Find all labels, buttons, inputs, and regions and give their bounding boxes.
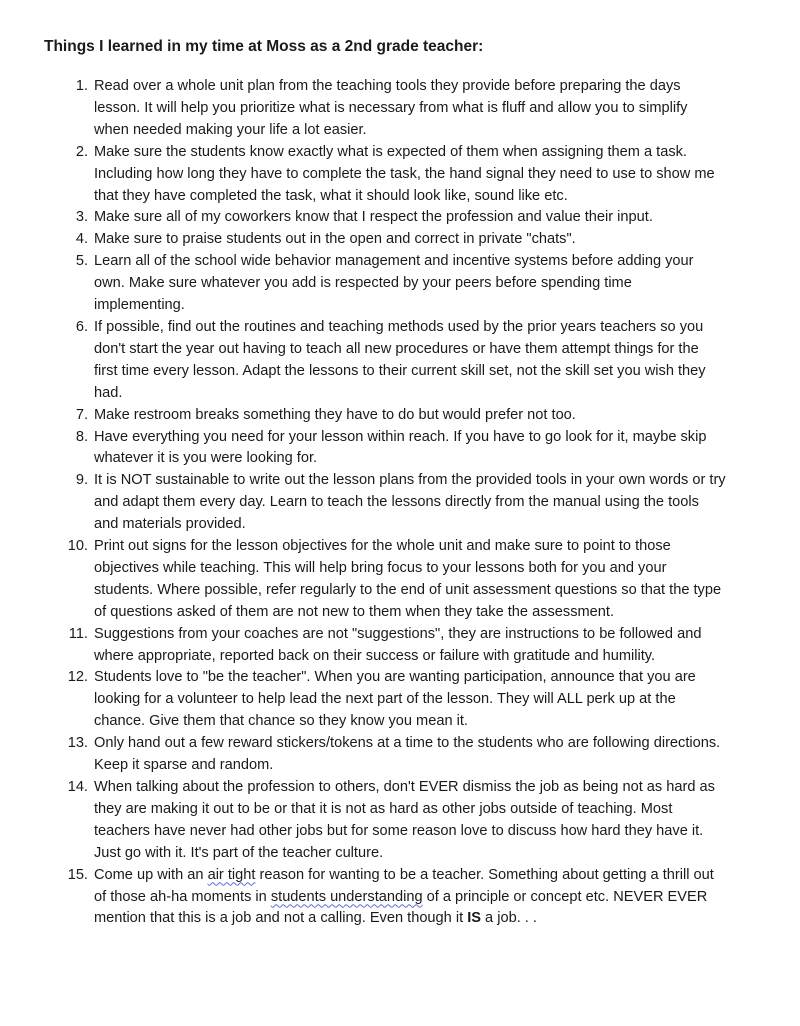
list-item-number: 15. [67, 866, 88, 883]
list-item-number: 14. [67, 779, 88, 795]
list-item [0, 427, 726, 471]
list-item-number: 9. [75, 472, 88, 489]
list-item [0, 317, 726, 405]
list-item [0, 865, 726, 931]
list-item-text: Make sure to praise students out in the open and correct in private "chats". [94, 231, 576, 248]
list-item-text: Read over a whole unit plan from the teaching tools they provide before preparing the days lesson. It will help you prioritize what is necessary from what is fluff and allow you to simplify when needed making your life a lot easier. [94, 78, 688, 138]
list-item [0, 251, 726, 317]
list-item-text: Suggestions from your coaches are not "suggestions", they are instructions to be followed and where appropriate, reported back on their success or failure with gratitude and humility. [94, 625, 702, 664]
list-item-text: When talking about the profession to others, don't EVER dismiss the job as being not as hard as they are making it out to be or that it is not as hard as other jobs outside of teaching. Most teachers have never had other jobs but for some reason love to discuss how hard they have it. Just go with it. It's part of the teacher culture. [94, 779, 715, 861]
spellcheck-underlined-text: air tight [207, 866, 256, 883]
list-item-text: Make restroom breaks something they have to do but would prefer not too. [94, 406, 576, 423]
list-item-text: If possible, find out the routines and teaching methods used by the prior years teachers so you don't start the year out having to teach all new procedures or have them attempt things for the first time every lesson. Adapt the lessons to their current skill set, not the skill set you wish they had. [94, 318, 706, 401]
list-item [0, 777, 726, 865]
list-item-text: Only hand out a few reward stickers/tokens at a time to the students who are following directions. Keep it sparse and random. [94, 735, 721, 774]
list-item-number: 10. [67, 538, 88, 555]
list-item-number: 6. [75, 318, 88, 335]
text-segment: Come up with an [94, 866, 208, 883]
tips-list [0, 76, 800, 930]
list-item-number: 5. [75, 253, 88, 270]
list-item-text: Make sure all of my coworkers know that I respect the profession and value their input. [94, 209, 653, 226]
text-segment: of a principle or concept etc. NEVER EVER mention that this is a job and not a calling. Even though it [94, 888, 708, 927]
list-item-number: 11. [68, 625, 88, 642]
list-item [0, 624, 726, 668]
list-item-text: Make sure the students know exactly what is expected of them when assigning them a task. Including how long they have to complete the task, the hand signal they need to use to show me that they have completed the task, what it should look like, sound like etc. [94, 143, 715, 204]
bold-emphasis: IS [467, 910, 481, 927]
list-item [0, 405, 726, 427]
list-item-number: 7. [75, 406, 88, 423]
list-item-number: 13. [67, 735, 88, 752]
list-item-text: Have everything you need for your lesson within reach. If you have to go look for it, maybe skip whatever it is you were looking for. [94, 428, 707, 467]
list-item [0, 536, 726, 624]
list-item [0, 470, 726, 536]
text-segment: a job. . . [481, 910, 537, 927]
list-item-text: It is NOT sustainable to write out the lesson plans from the provided tools in your own words or try and adapt them every day. Learn to teach the lessons directly from the manual using the tools and materials provided. [94, 472, 726, 533]
list-item-number: 3. [75, 209, 88, 226]
list-item [0, 229, 726, 251]
list-item-number: 8. [75, 428, 88, 445]
list-item [0, 76, 726, 142]
list-item-number: 2. [75, 143, 88, 160]
list-item-number: 4. [75, 231, 88, 248]
list-item-text: Learn all of the school wide behavior management and incentive systems before adding your own. Make sure whatever you add is respected by your peers before spending time implementing. [94, 253, 694, 314]
list-item [0, 142, 726, 208]
list-item [0, 733, 726, 777]
text-segment: reason for wanting to be a teacher. Something about getting a thrill out of those ah-ha moments in [94, 866, 714, 905]
list-item-number: 12. [67, 669, 88, 686]
document-title: Things I learned in my time at Moss as a 2nd grade teacher: [44, 38, 484, 55]
list-item-text: Print out signs for the lesson objectives for the whole unit and make sure to point to those objectives while teaching. This will help bring focus to your lessons both for you and your students. Where possible, refer regularly to the end of unit assessment questions so that the type of questions asked of them are not new to them when they take the assessment. [94, 538, 722, 620]
list-item-text [94, 865, 726, 931]
list-item [0, 667, 726, 733]
list-item [0, 207, 726, 229]
spellcheck-underlined-text: students understanding [270, 888, 423, 905]
list-item-text: Students love to "be the teacher". When you are wanting participation, announce that you are looking for a volunteer to help lead the next part of the lesson. They will ALL perk up at the chance. Give them that chance so they know you mean it. [94, 669, 696, 730]
list-item-number: 1. [75, 78, 88, 94]
